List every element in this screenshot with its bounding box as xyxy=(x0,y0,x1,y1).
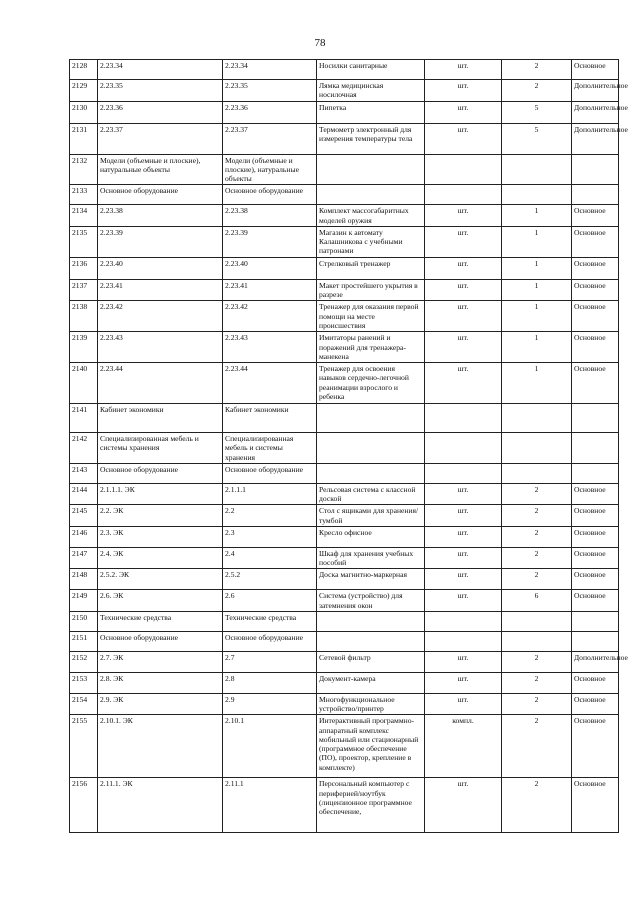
page-number: 78 xyxy=(314,37,326,49)
cell-kind: Основное xyxy=(572,483,619,505)
cell-ref: 2.23.39 xyxy=(223,226,317,257)
cell-code: 2.23.41 xyxy=(98,279,223,301)
cell-qty: 1 xyxy=(502,279,572,301)
cell-code: 2.23.38 xyxy=(98,205,223,227)
cell-name: Многофункциональное устройство/принтер xyxy=(317,693,425,715)
cell-ref: 2.2 xyxy=(223,505,317,527)
cell-code: Основное оборудование xyxy=(98,185,223,205)
cell-name: Макет простейшего укрытия в разрезе xyxy=(317,279,425,301)
cell-code: 2.23.35 xyxy=(98,80,223,102)
table-row xyxy=(70,404,619,433)
cell-qty: 2 xyxy=(502,651,572,672)
cell-code: 2.5.2. ЭК xyxy=(98,569,223,590)
cell-name: Документ-камера xyxy=(317,672,425,693)
cell-unit: шт. xyxy=(425,60,502,80)
cell-num: 2141 xyxy=(70,404,98,433)
cell-unit xyxy=(425,404,502,433)
cell-kind: Основное xyxy=(572,505,619,527)
cell-unit: шт. xyxy=(425,483,502,505)
cell-unit: компл. xyxy=(425,715,502,778)
cell-unit: шт. xyxy=(425,257,502,279)
cell-code: 2.23.39 xyxy=(98,226,223,257)
cell-qty: 2 xyxy=(502,80,572,102)
cell-qty: 2 xyxy=(502,693,572,715)
equipment-table xyxy=(69,59,628,833)
cell-num: 2149 xyxy=(70,590,98,612)
cell-unit: шт. xyxy=(425,332,502,363)
cell-unit: шт. xyxy=(425,80,502,102)
table-row xyxy=(70,651,619,672)
cell-unit: шт. xyxy=(425,526,502,547)
table-row xyxy=(70,101,619,123)
cell-kind: Основное xyxy=(572,332,619,363)
cell-code: 2.9. ЭК xyxy=(98,693,223,715)
cell-code: 2.4. ЭК xyxy=(98,547,223,569)
cell-num: 2129 xyxy=(70,80,98,102)
table-row xyxy=(70,547,619,569)
cell-unit: шт. xyxy=(425,547,502,569)
cell-kind: Основное xyxy=(572,672,619,693)
cell-kind: Дополнительное xyxy=(572,123,619,154)
cell-ref: 2.9 xyxy=(223,693,317,715)
table-row xyxy=(70,526,619,547)
cell-code: Специализированная мебель и системы хранения xyxy=(98,433,223,464)
cell-qty xyxy=(502,404,572,433)
cell-name: Доска магнитно-маркерная xyxy=(317,569,425,590)
cell-num: 2130 xyxy=(70,101,98,123)
table-row xyxy=(70,60,619,80)
cell-num: 2144 xyxy=(70,483,98,505)
cell-code: 2.3. ЭК xyxy=(98,526,223,547)
cell-num: 2145 xyxy=(70,505,98,527)
cell-code: Основное оборудование xyxy=(98,631,223,651)
cell-name: Комплект массогабаритных моделей оружия xyxy=(317,205,425,227)
cell-code: Основное оборудование xyxy=(98,463,223,483)
cell-ref: Специализированная мебель и системы хранения xyxy=(223,433,317,464)
cell-code: 2.6. ЭК xyxy=(98,590,223,612)
cell-unit: шт. xyxy=(425,205,502,227)
cell-name xyxy=(317,404,425,433)
cell-unit: шт. xyxy=(425,651,502,672)
cell-num: 2137 xyxy=(70,279,98,301)
cell-kind: Основное xyxy=(572,569,619,590)
table-row xyxy=(70,433,619,464)
cell-num: 2133 xyxy=(70,185,98,205)
cell-qty: 1 xyxy=(502,205,572,227)
cell-qty xyxy=(502,631,572,651)
table-row xyxy=(70,332,619,363)
table-row xyxy=(70,672,619,693)
cell-ref: 2.11.1 xyxy=(223,778,317,833)
cell-qty xyxy=(502,433,572,464)
cell-kind xyxy=(572,154,619,185)
cell-name xyxy=(317,154,425,185)
cell-ref: Технические средства xyxy=(223,611,317,631)
cell-code: 2.11.1. ЭК xyxy=(98,778,223,833)
table-row xyxy=(70,185,619,205)
cell-name: Лямка медицинская носилочная xyxy=(317,80,425,102)
table-row xyxy=(70,693,619,715)
cell-num: 2146 xyxy=(70,526,98,547)
cell-kind: Основное xyxy=(572,60,619,80)
cell-name: Тренажер для освоения навыков сердечно-легочной реанимации взрослого и ребенка xyxy=(317,363,425,404)
cell-name xyxy=(317,433,425,464)
cell-unit: шт. xyxy=(425,101,502,123)
cell-name: Шкаф для хранения учебных пособий xyxy=(317,547,425,569)
cell-qty: 2 xyxy=(502,715,572,778)
cell-kind: Основное xyxy=(572,226,619,257)
cell-name: Сетевой фильтр xyxy=(317,651,425,672)
cell-code: 2.1.1.1. ЭК xyxy=(98,483,223,505)
cell-qty: 2 xyxy=(502,505,572,527)
cell-name: Персональный компьютер с периферией/ноутбук (лицензионное программное обеспечение, xyxy=(317,778,425,833)
cell-kind: Основное xyxy=(572,693,619,715)
cell-num: 2147 xyxy=(70,547,98,569)
table-row xyxy=(70,279,619,301)
cell-num: 2136 xyxy=(70,257,98,279)
cell-num: 2142 xyxy=(70,433,98,464)
cell-ref: Основное оборудование xyxy=(223,463,317,483)
cell-ref: 2.6 xyxy=(223,590,317,612)
cell-kind xyxy=(572,631,619,651)
cell-code: 2.23.43 xyxy=(98,332,223,363)
cell-ref: 2.23.44 xyxy=(223,363,317,404)
cell-code: 2.23.37 xyxy=(98,123,223,154)
cell-unit: шт. xyxy=(425,505,502,527)
cell-num: 2128 xyxy=(70,60,98,80)
cell-num: 2151 xyxy=(70,631,98,651)
cell-kind: Основное xyxy=(572,547,619,569)
cell-unit xyxy=(425,433,502,464)
cell-ref: 2.1.1.1 xyxy=(223,483,317,505)
cell-name: Кресло офисное xyxy=(317,526,425,547)
cell-num: 2135 xyxy=(70,226,98,257)
cell-qty: 2 xyxy=(502,547,572,569)
cell-kind: Основное xyxy=(572,279,619,301)
cell-ref: 2.8 xyxy=(223,672,317,693)
cell-qty: 2 xyxy=(502,526,572,547)
table-row xyxy=(70,301,619,332)
cell-num: 2140 xyxy=(70,363,98,404)
cell-qty xyxy=(502,154,572,185)
cell-ref: 2.23.34 xyxy=(223,60,317,80)
cell-name xyxy=(317,185,425,205)
cell-name: Носилки санитарные xyxy=(317,60,425,80)
cell-qty: 5 xyxy=(502,123,572,154)
table-row xyxy=(70,363,619,404)
cell-kind: Дополнительное xyxy=(572,101,619,123)
cell-code: 2.8. ЭК xyxy=(98,672,223,693)
table-row xyxy=(70,226,619,257)
cell-kind xyxy=(572,611,619,631)
cell-code: 2.23.44 xyxy=(98,363,223,404)
cell-kind: Основное xyxy=(572,526,619,547)
cell-num: 2139 xyxy=(70,332,98,363)
cell-code: 2.23.36 xyxy=(98,101,223,123)
cell-unit: шт. xyxy=(425,279,502,301)
cell-name xyxy=(317,463,425,483)
cell-num: 2148 xyxy=(70,569,98,590)
cell-kind: Основное xyxy=(572,363,619,404)
cell-kind: Основное xyxy=(572,205,619,227)
cell-unit: шт. xyxy=(425,301,502,332)
table-row xyxy=(70,483,619,505)
cell-kind xyxy=(572,463,619,483)
cell-qty: 1 xyxy=(502,332,572,363)
cell-name: Имитаторы ранений и поражений для тренажера-манекена xyxy=(317,332,425,363)
cell-name: Рельсовая система с классной доской xyxy=(317,483,425,505)
cell-kind: Основное xyxy=(572,778,619,833)
cell-ref: 2.23.35 xyxy=(223,80,317,102)
cell-name xyxy=(317,631,425,651)
cell-qty xyxy=(502,611,572,631)
cell-qty: 2 xyxy=(502,672,572,693)
cell-ref: 2.23.37 xyxy=(223,123,317,154)
cell-unit: шт. xyxy=(425,693,502,715)
cell-unit xyxy=(425,154,502,185)
cell-unit: шт. xyxy=(425,778,502,833)
cell-ref: 2.23.38 xyxy=(223,205,317,227)
cell-num: 2152 xyxy=(70,651,98,672)
cell-num: 2131 xyxy=(70,123,98,154)
cell-num: 2150 xyxy=(70,611,98,631)
cell-qty: 1 xyxy=(502,301,572,332)
cell-qty: 2 xyxy=(502,60,572,80)
cell-qty xyxy=(502,463,572,483)
cell-qty: 2 xyxy=(502,778,572,833)
cell-kind xyxy=(572,404,619,433)
cell-num: 2134 xyxy=(70,205,98,227)
cell-num: 2143 xyxy=(70,463,98,483)
cell-qty: 1 xyxy=(502,363,572,404)
cell-name: Интерактивный программно-аппаратный комплекс мобильный или стационарный (программное обеспечение (ПО), проектор, крепление в комплекте) xyxy=(317,715,425,778)
table-row xyxy=(70,257,619,279)
cell-num: 2138 xyxy=(70,301,98,332)
cell-code: 2.7. ЭК xyxy=(98,651,223,672)
cell-name: Стрелковый тренажер xyxy=(317,257,425,279)
cell-unit xyxy=(425,463,502,483)
cell-kind: Основное xyxy=(572,257,619,279)
table-row xyxy=(70,463,619,483)
cell-qty: 1 xyxy=(502,226,572,257)
cell-num: 2132 xyxy=(70,154,98,185)
cell-qty: 5 xyxy=(502,101,572,123)
table-row xyxy=(70,80,619,102)
cell-unit: шт. xyxy=(425,569,502,590)
table-row xyxy=(70,715,619,778)
cell-ref: 2.3 xyxy=(223,526,317,547)
cell-qty xyxy=(502,185,572,205)
cell-ref: Модели (объемные и плоские), натуральные объекты xyxy=(223,154,317,185)
cell-kind: Основное xyxy=(572,715,619,778)
cell-code: Кабинет экономики xyxy=(98,404,223,433)
cell-kind xyxy=(572,185,619,205)
cell-num: 2155 xyxy=(70,715,98,778)
cell-ref: 2.23.42 xyxy=(223,301,317,332)
cell-unit: шт. xyxy=(425,590,502,612)
table-row xyxy=(70,778,619,833)
cell-unit: шт. xyxy=(425,123,502,154)
cell-ref: Основное оборудование xyxy=(223,631,317,651)
cell-name xyxy=(317,611,425,631)
cell-unit: шт. xyxy=(425,363,502,404)
cell-kind: Дополнительное xyxy=(572,80,619,102)
cell-ref: Основное оборудование xyxy=(223,185,317,205)
cell-ref: 2.23.36 xyxy=(223,101,317,123)
cell-code: 2.10.1. ЭК xyxy=(98,715,223,778)
cell-code: 2.23.40 xyxy=(98,257,223,279)
cell-name: Магазин к автомату Калашникова с учебными патронами xyxy=(317,226,425,257)
table-row xyxy=(70,154,619,185)
cell-code: 2.2. ЭК xyxy=(98,505,223,527)
table-row xyxy=(70,611,619,631)
table-row xyxy=(70,590,619,612)
cell-code: 2.23.42 xyxy=(98,301,223,332)
cell-kind: Основное xyxy=(572,590,619,612)
cell-unit: шт. xyxy=(425,226,502,257)
cell-name: Тренажер для оказания первой помощи на месте происшествия xyxy=(317,301,425,332)
cell-name: Пипетка xyxy=(317,101,425,123)
cell-num: 2153 xyxy=(70,672,98,693)
cell-num: 2156 xyxy=(70,778,98,833)
table-row xyxy=(70,569,619,590)
cell-name: Система (устройство) для затемнения окон xyxy=(317,590,425,612)
cell-unit xyxy=(425,611,502,631)
table-row xyxy=(70,123,619,154)
cell-code: Модели (объемные и плоские), натуральные объекты xyxy=(98,154,223,185)
cell-kind xyxy=(572,433,619,464)
cell-unit xyxy=(425,631,502,651)
cell-ref: 2.23.41 xyxy=(223,279,317,301)
cell-name: Стол с ящиками для хранения/тумбой xyxy=(317,505,425,527)
table-row xyxy=(70,205,619,227)
cell-unit: шт. xyxy=(425,672,502,693)
table-row xyxy=(70,631,619,651)
cell-ref: 2.23.43 xyxy=(223,332,317,363)
cell-ref: 2.4 xyxy=(223,547,317,569)
cell-ref: 2.23.40 xyxy=(223,257,317,279)
cell-ref: 2.7 xyxy=(223,651,317,672)
cell-qty: 1 xyxy=(502,257,572,279)
cell-num: 2154 xyxy=(70,693,98,715)
cell-name: Термометр электронный для измерения температуры тела xyxy=(317,123,425,154)
cell-kind: Основное xyxy=(572,301,619,332)
cell-kind: Дополнительное xyxy=(572,651,619,672)
cell-ref: 2.5.2 xyxy=(223,569,317,590)
cell-ref: Кабинет экономики xyxy=(223,404,317,433)
cell-qty: 2 xyxy=(502,569,572,590)
cell-qty: 6 xyxy=(502,590,572,612)
cell-code: Технические средства xyxy=(98,611,223,631)
cell-code: 2.23.34 xyxy=(98,60,223,80)
cell-ref: 2.10.1 xyxy=(223,715,317,778)
table-row xyxy=(70,505,619,527)
cell-unit xyxy=(425,185,502,205)
cell-qty: 2 xyxy=(502,483,572,505)
